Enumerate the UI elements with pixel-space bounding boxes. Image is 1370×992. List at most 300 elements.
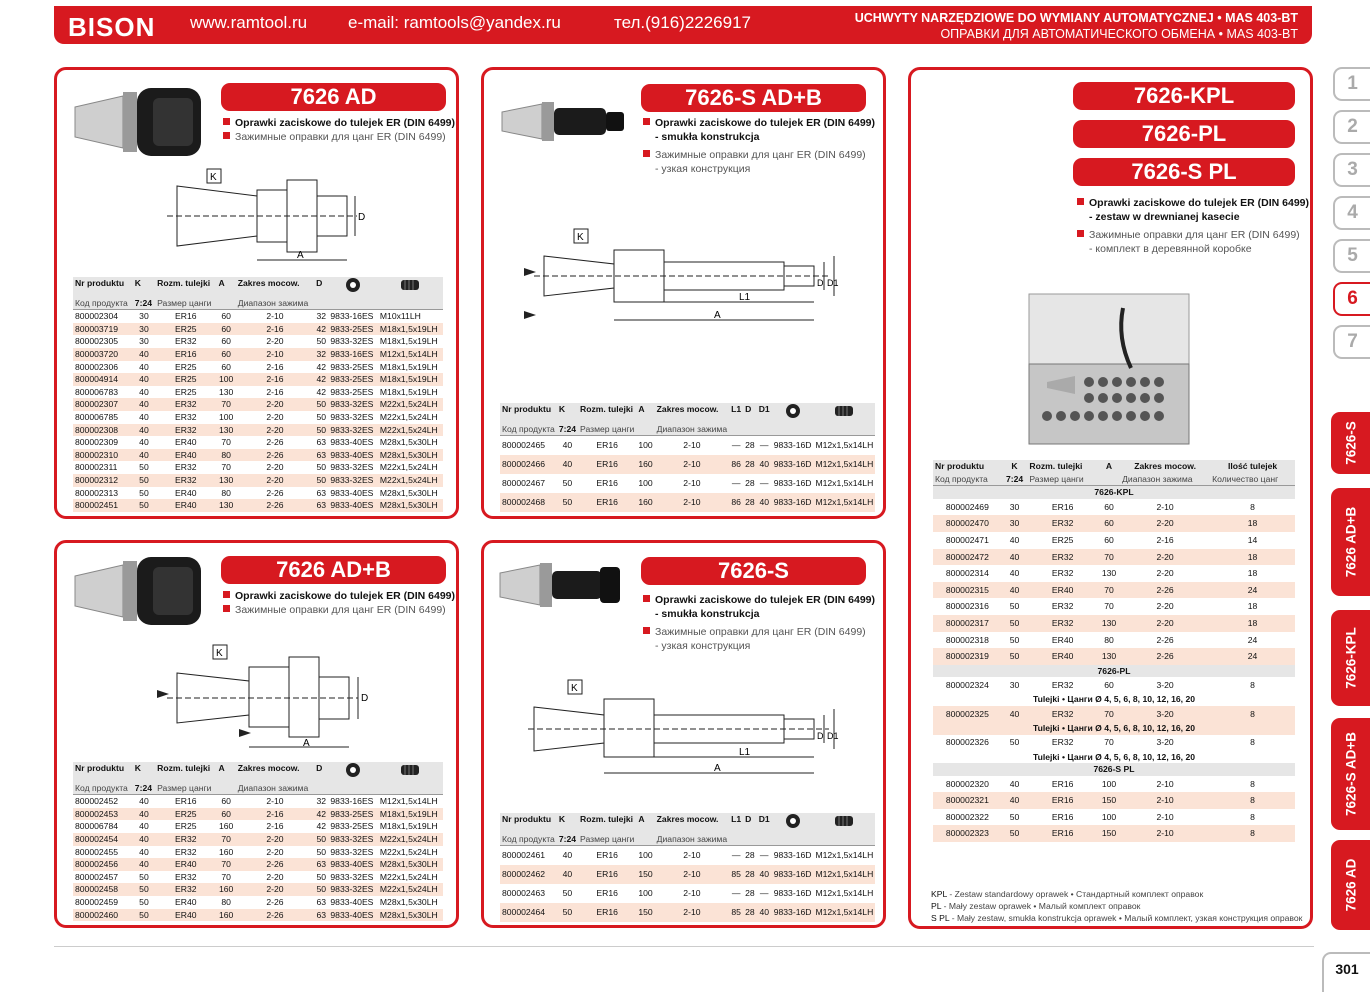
cell: 9833-16ES <box>330 311 374 322</box>
cell: 2-10 <box>266 311 284 322</box>
table-row <box>73 846 443 859</box>
collet-sizes-note: Tulejki • Цанги Ø 4, 5, 6, 8, 10, 12, 16, 20 <box>933 722 1295 735</box>
cell: M28x1,5x30LH <box>379 896 438 907</box>
cell: ER25 <box>155 373 216 386</box>
drawing-label-k: K <box>210 172 217 183</box>
cell: 800002320 <box>945 778 989 789</box>
cell: 800002309 <box>75 437 119 448</box>
table-row <box>73 909 443 922</box>
product-table <box>73 277 443 512</box>
cell: 85 <box>729 865 743 884</box>
cell: 160 <box>636 455 654 474</box>
cell: 24 <box>1247 634 1258 645</box>
product-table <box>73 762 443 921</box>
page-number: 301 <box>1322 952 1370 992</box>
cell: 2-10 <box>1120 825 1210 842</box>
table-row <box>500 846 875 865</box>
col-header: Nr produktu <box>500 813 557 833</box>
cell: 2-10 <box>655 455 729 474</box>
col-header-ru: Код продукта <box>73 782 133 795</box>
collet-holder-photo <box>71 551 211 631</box>
cell: ER32 <box>175 846 197 857</box>
cell: 9833-16D <box>773 477 812 488</box>
cell: 2-20 <box>1120 549 1210 566</box>
drawing-label-d: D <box>361 693 369 704</box>
cell: M22x1,5x24LH <box>379 846 438 857</box>
col-header: K <box>557 813 578 833</box>
cell: 800002325 <box>933 706 1002 722</box>
header-website[interactable]: www.ramtool.ru <box>190 13 308 32</box>
cell: 50 <box>139 896 149 907</box>
cell: 18 <box>1247 601 1258 612</box>
nav-section-1[interactable]: 1 <box>1333 67 1370 101</box>
wooden-case-photo <box>1027 290 1191 446</box>
cell: M22x1,5x24LH <box>378 883 443 896</box>
col-header: A <box>636 403 654 423</box>
col-header: Rozm. tulejki <box>155 762 216 782</box>
cell: 9833-40ES <box>330 896 374 907</box>
cell: — <box>759 850 769 861</box>
cell: 9833-32ES <box>330 462 374 473</box>
cell: ER32 <box>175 462 197 473</box>
cell: 70 <box>1098 706 1120 722</box>
cell: 80 <box>216 449 235 462</box>
product-title: 7626-S <box>641 557 866 585</box>
cell: — <box>759 887 769 898</box>
cell: 50 <box>1009 811 1020 822</box>
cell: 3-20 <box>1156 680 1174 691</box>
cell: 42 <box>314 323 328 336</box>
cell: 9833-16D <box>772 903 814 922</box>
side-tab-7626-s[interactable]: 7626-S <box>1331 412 1370 474</box>
cell: 40 <box>133 348 155 361</box>
table-row <box>500 493 875 512</box>
cell: 8 <box>1210 792 1295 809</box>
nav-section-4[interactable]: 4 <box>1333 196 1370 230</box>
cell: 60 <box>1104 680 1114 691</box>
product-title-kpl: 7626-KPL <box>1073 82 1295 110</box>
cell: ER32 <box>175 336 197 347</box>
cell: 150 <box>1098 825 1120 842</box>
cell: ER16 <box>1051 778 1074 789</box>
cell: M22x1,5x24LH <box>379 462 438 473</box>
desc-pl-2: - zestaw w drewnianej kasecie <box>1089 211 1240 223</box>
cell: ER16 <box>596 850 618 861</box>
cell: 800002468 <box>500 493 557 512</box>
cell: ER16 <box>578 865 636 884</box>
cell: 8 <box>1250 737 1255 748</box>
cell: 40 <box>139 821 149 832</box>
legend-text: - Zestaw standardowy oprawek • Стандартный комплект оправок <box>946 889 1204 899</box>
cell: — <box>731 440 741 451</box>
cell: M18x1,5x19LH <box>379 336 438 347</box>
product-description <box>1077 196 1309 256</box>
table-row <box>933 598 1295 615</box>
cell: 800002461 <box>502 850 546 861</box>
side-tab-7626-s-ad-b[interactable]: 7626-S AD+B <box>1331 718 1370 830</box>
cell: 2-26 <box>236 499 314 512</box>
cell: 8 <box>1250 680 1255 691</box>
col-header: Nr produktu <box>933 460 1002 473</box>
cell: M18x1,5x19LH <box>378 373 443 386</box>
cell: ER16 <box>175 796 197 807</box>
cell: 32 <box>316 796 327 807</box>
cell: 40 <box>133 398 155 411</box>
cell: ER40 <box>1051 634 1074 645</box>
cell: 50 <box>1009 601 1020 612</box>
cell: 42 <box>314 373 328 386</box>
cell: 60 <box>221 311 231 322</box>
cell: ER32 <box>1051 601 1074 612</box>
cell: 40 <box>1002 792 1028 809</box>
table-row <box>933 792 1295 809</box>
section-label: 7626-PL <box>933 665 1295 678</box>
cell: 800002454 <box>73 833 133 846</box>
drawing-label-k: K <box>216 648 223 659</box>
legend-key: KPL <box>931 889 947 899</box>
cell: 800002458 <box>73 883 133 896</box>
cell: 2-20 <box>1120 615 1210 632</box>
table-row <box>73 386 443 399</box>
table-row <box>73 808 443 821</box>
cell: 40 <box>139 437 149 448</box>
drawing-label-k: K <box>571 683 578 694</box>
col-header: Nr produktu <box>73 762 133 782</box>
table-row <box>500 436 875 455</box>
cell: 800002321 <box>933 792 1002 809</box>
cell: 80 <box>1104 634 1114 645</box>
cell: 50 <box>314 474 328 487</box>
cell: 2-10 <box>1156 501 1174 512</box>
col-header-ru: Код продукта <box>500 833 557 846</box>
panel-7626-kpl <box>908 67 1313 929</box>
cell: 80 <box>221 896 231 907</box>
cell: 2-16 <box>1156 534 1174 545</box>
desc-ru-2: - узкая конструкция <box>655 640 751 652</box>
drawing-label-d1: D1 <box>827 731 839 741</box>
cell: 14 <box>1247 534 1258 545</box>
cell: ER32 <box>1051 680 1074 691</box>
cell: M28x1,5x30LH <box>378 499 443 512</box>
table-row <box>500 455 875 474</box>
cell: 800002463 <box>502 887 546 898</box>
drawing-label-a: A <box>303 738 310 749</box>
cell: 40 <box>139 411 149 422</box>
table-row <box>73 858 443 871</box>
cell: 2-10 <box>1156 811 1174 822</box>
table-row <box>73 398 443 411</box>
cell: 2-16 <box>266 821 284 832</box>
cell: 42 <box>316 386 327 397</box>
table-row <box>73 323 443 336</box>
cell: M22x1,5x24LH <box>378 398 443 411</box>
cell: ER16 <box>1051 811 1074 822</box>
col-header-ru: 7:24 <box>133 297 155 310</box>
table-row <box>500 884 875 903</box>
header-email[interactable]: e-mail: ramtools@yandex.ru <box>348 13 561 32</box>
cell: 9833-32ES <box>328 398 377 411</box>
cell: 2-20 <box>266 846 284 857</box>
table-row <box>933 615 1295 632</box>
cell: 9833-40ES <box>328 449 377 462</box>
cell: 50 <box>133 499 155 512</box>
col-header: K <box>133 277 155 297</box>
cell: 2-26 <box>1120 582 1210 599</box>
cell: ER32 <box>175 871 197 882</box>
cell: 70 <box>216 398 235 411</box>
cell: 50 <box>562 477 573 488</box>
cell: 30 <box>139 311 149 322</box>
technical-drawing <box>524 677 844 777</box>
table-row <box>73 411 443 424</box>
cell: 50 <box>139 871 149 882</box>
cell: M12x1,5x14LH <box>813 493 875 512</box>
cell: 2-16 <box>236 808 314 821</box>
nut-icon <box>328 762 377 782</box>
cell: 70 <box>216 858 235 871</box>
cell: 800006785 <box>75 411 119 422</box>
cell: 70 <box>1098 549 1120 566</box>
cell: 63 <box>314 449 328 462</box>
col-header: D <box>743 813 757 833</box>
cell: 800002470 <box>933 515 1002 532</box>
cell: 50 <box>316 411 327 422</box>
cell: 800002307 <box>73 398 133 411</box>
nav-section-5[interactable]: 5 <box>1333 239 1370 273</box>
cell: 40 <box>1009 778 1020 789</box>
table-row <box>73 449 443 462</box>
col-header: A <box>216 277 235 297</box>
cell: 50 <box>316 871 327 882</box>
cell: 100 <box>218 411 234 422</box>
col-header: A <box>216 762 235 782</box>
cell: 150 <box>636 903 654 922</box>
cell: 2-10 <box>655 493 729 512</box>
cell: 800002308 <box>73 424 133 437</box>
cell: 63 <box>314 858 328 871</box>
cell: ER16 <box>596 440 618 451</box>
cell: ER32 <box>1051 568 1074 579</box>
cell: 800002316 <box>945 601 989 612</box>
collet-holder-photo <box>496 555 626 615</box>
cell: 42 <box>314 808 328 821</box>
cell: 9833-16D <box>773 850 812 861</box>
cell: 800002322 <box>945 811 989 822</box>
cell: 32 <box>316 311 327 322</box>
cell: 70 <box>1098 582 1120 599</box>
cell: ER32 <box>155 833 216 846</box>
cell: 3-20 <box>1156 737 1174 748</box>
table-row <box>500 903 875 922</box>
cell: 70 <box>221 462 231 473</box>
col-header-ru: Диапазон зажима <box>655 833 729 846</box>
cell: 2-20 <box>1156 568 1174 579</box>
table-row <box>73 373 443 386</box>
cell: 800002466 <box>500 455 557 474</box>
product-description <box>643 593 875 653</box>
cell: 800002455 <box>75 846 119 857</box>
cell: 8 <box>1210 706 1295 722</box>
table-row <box>73 310 443 323</box>
table-row <box>73 487 443 500</box>
cell: 40 <box>1002 582 1028 599</box>
cell: 70 <box>221 437 231 448</box>
cell: 28 <box>743 455 757 474</box>
screw-icon <box>378 277 443 297</box>
cell: 100 <box>638 477 653 488</box>
cell: 28 <box>743 493 757 512</box>
cell: 60 <box>216 323 235 336</box>
cell: 160 <box>216 909 235 922</box>
cell: 130 <box>1098 648 1120 665</box>
cell: ER32 <box>175 411 197 422</box>
cell: 9833-16ES <box>328 348 377 361</box>
cell: 80 <box>221 487 231 498</box>
col-header: Zakres mocow. <box>236 762 314 782</box>
nav-section-2[interactable]: 2 <box>1333 110 1370 144</box>
nav-section-3[interactable]: 3 <box>1333 153 1370 187</box>
table-row <box>73 461 443 474</box>
col-header-ru: Диапазон зажима <box>236 297 314 310</box>
cell: 800002313 <box>75 487 119 498</box>
cell: 42 <box>316 821 327 832</box>
cell: 9833-40ES <box>328 499 377 512</box>
cell: 9833-40ES <box>330 437 374 448</box>
cell: 40 <box>133 373 155 386</box>
cell: 50 <box>314 833 328 846</box>
table-row <box>933 582 1295 599</box>
nav-section-7[interactable]: 7 <box>1333 325 1370 359</box>
table-row <box>933 648 1295 665</box>
cell: 40 <box>757 493 772 512</box>
cell: ER16 <box>578 493 636 512</box>
table-row <box>73 871 443 884</box>
cell: 800002457 <box>75 871 119 882</box>
cell: 9833-25ES <box>328 373 377 386</box>
cell: 40 <box>133 858 155 871</box>
col-header-ru: Размер цанги <box>578 833 636 846</box>
col-header-ru: Код продукта <box>500 423 557 436</box>
side-tab-7626-kpl[interactable]: 7626-KPL <box>1331 610 1370 706</box>
cell: 800002467 <box>502 477 546 488</box>
cell: 800002452 <box>75 796 119 807</box>
product-title-spl: 7626-S PL <box>1073 158 1295 186</box>
cell: 800002471 <box>945 534 989 545</box>
cell: 130 <box>218 386 234 397</box>
cell: 9833-32ES <box>330 846 374 857</box>
cell: 28 <box>745 477 755 488</box>
cell: 2-26 <box>236 909 314 922</box>
cell: 60 <box>1104 501 1114 512</box>
cell: 2-10 <box>683 477 701 488</box>
table-row <box>933 565 1295 582</box>
side-tab-7626-ad-b[interactable]: 7626 AD+B <box>1331 488 1370 596</box>
nav-section-6[interactable]: 6 <box>1333 282 1370 316</box>
cell: 130 <box>216 474 235 487</box>
cell: 50 <box>1009 634 1020 645</box>
cell: 50 <box>1002 825 1028 842</box>
drawing-label-d: D <box>817 278 824 288</box>
cell: M28x1,5x30LH <box>378 909 443 922</box>
cell: 50 <box>316 846 327 857</box>
table-row <box>500 474 875 493</box>
cell: 50 <box>1009 737 1020 748</box>
side-tab-7626-ad[interactable]: 7626 AD <box>1331 840 1370 930</box>
cell: 50 <box>557 903 578 922</box>
table-row <box>73 335 443 348</box>
collet-holder-photo <box>71 82 211 162</box>
legend <box>931 888 1302 924</box>
cell: 40 <box>557 865 578 884</box>
cell: M12x1,5x14LH <box>378 348 443 361</box>
cell: 70 <box>216 833 235 846</box>
desc-pl: Oprawki zaciskowe do tulejek ER (DIN 6499) <box>235 117 455 129</box>
cell: M12x1,5x14LH <box>815 440 874 451</box>
cell: ER25 <box>175 821 197 832</box>
cell: 60 <box>221 361 231 372</box>
col-header: Zakres mocow. <box>655 813 729 833</box>
cell: M22x1,5x24LH <box>378 474 443 487</box>
cell: 2-26 <box>1156 634 1174 645</box>
cell: 2-20 <box>266 462 284 473</box>
cell: M22x1,5x24LH <box>379 871 438 882</box>
cell: 70 <box>1104 601 1114 612</box>
cell: M28x1,5x30LH <box>378 858 443 871</box>
cell: 800002315 <box>933 582 1002 599</box>
cell: ER40 <box>175 896 197 907</box>
cell: 9833-32ES <box>330 411 374 422</box>
desc-ru-2: - узкая конструкция <box>655 163 751 175</box>
cell: ER25 <box>1051 534 1074 545</box>
cell: 130 <box>1098 615 1120 632</box>
cell: 40 <box>1009 534 1020 545</box>
table-row <box>933 632 1295 649</box>
cell: 40 <box>139 361 149 372</box>
cell: 160 <box>218 846 234 857</box>
cell: — <box>731 850 741 861</box>
cell: 800002310 <box>73 449 133 462</box>
cell: 2-26 <box>236 449 314 462</box>
table-row <box>73 833 443 846</box>
product-title: 7626-S AD+B <box>641 84 866 112</box>
cell: 18 <box>1210 515 1295 532</box>
cell: 86 <box>729 493 743 512</box>
desc-pl-2: - smukła konstrukcja <box>655 608 760 620</box>
cell: 63 <box>316 437 327 448</box>
cell: M12x1,5x14LH <box>813 903 875 922</box>
table-row <box>933 825 1295 842</box>
desc-pl-2: - smukła konstrukcja <box>655 131 760 143</box>
screw-icon <box>813 813 875 833</box>
cell: 32 <box>314 348 328 361</box>
drawing-label-k: K <box>577 232 584 243</box>
col-header: Rozm. tulejki <box>1027 460 1098 473</box>
cell: 150 <box>1098 792 1120 809</box>
cell: 2-10 <box>655 865 729 884</box>
cell: 9833-25ES <box>328 808 377 821</box>
cell: 2-20 <box>1120 515 1210 532</box>
cell: 9833-25ES <box>330 361 374 372</box>
cell: 50 <box>557 493 578 512</box>
cell: 9833-40ES <box>328 858 377 871</box>
cell: 2-10 <box>655 903 729 922</box>
cell: M18x1,5x19LH <box>379 821 438 832</box>
col-header-ru: Размер цанги <box>155 297 216 310</box>
desc-ru: Зажимные оправки для цанг ER (DIN 6499) <box>655 149 866 161</box>
cell: 50 <box>1002 615 1028 632</box>
cell: — <box>731 477 741 488</box>
col-header: Nr produktu <box>500 403 557 423</box>
